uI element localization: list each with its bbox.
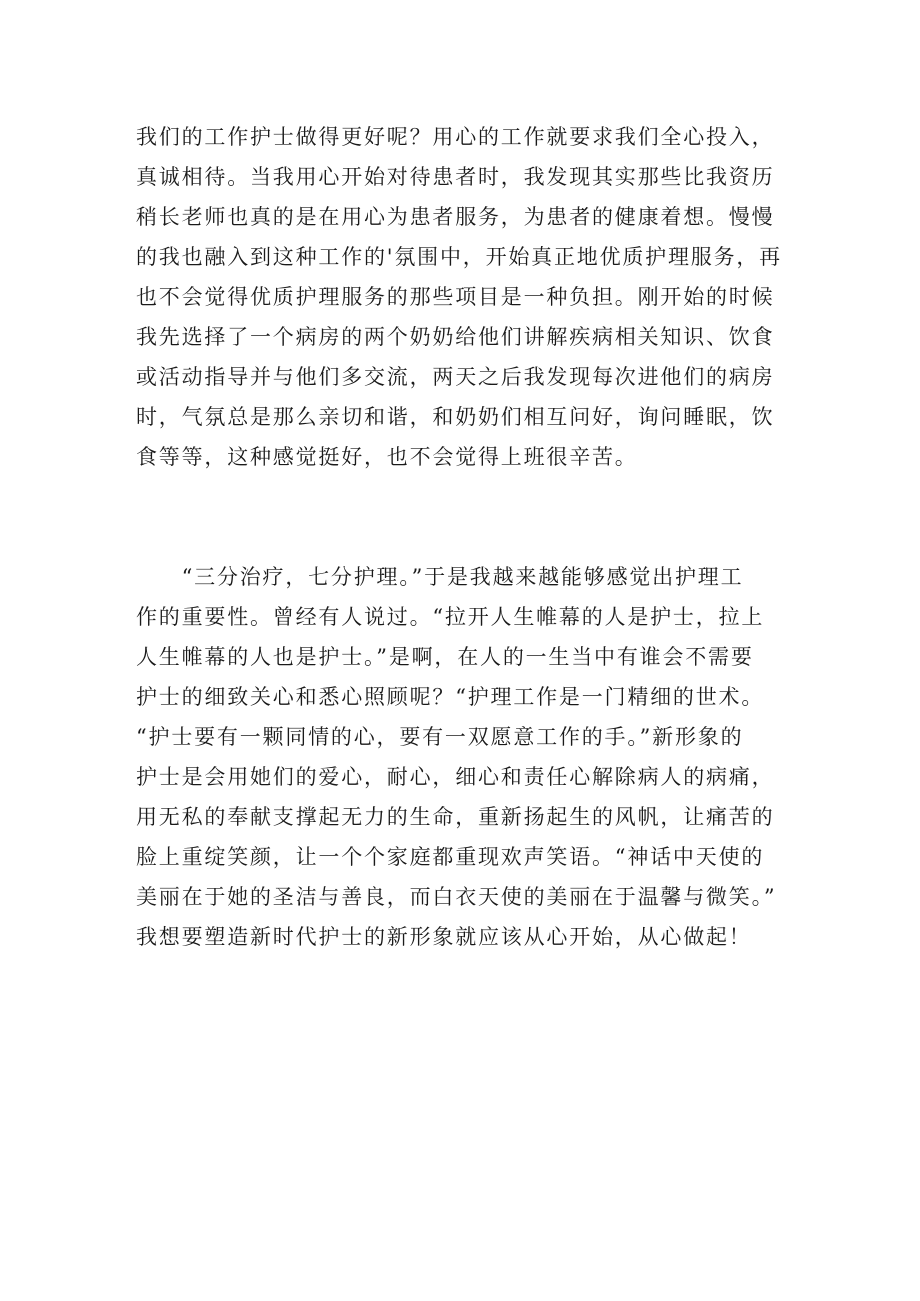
paragraph-line: 食等等，这种感觉挺好，也不会觉得上班很辛苦。 bbox=[136, 445, 638, 469]
paragraph-line: 脸上重绽笑颜，让一个个家庭都重现欢声笑语。“神话中天使的 bbox=[136, 845, 765, 869]
paragraph-line: 也不会觉得优质护理服务的那些项目是一种负担。刚开始的时候 bbox=[136, 285, 775, 309]
paragraph-line: “护士要有一颗同情的心，要有一双愿意工作的手。”新形象的 bbox=[136, 725, 744, 749]
paragraph-line: 作的重要性。曾经有人说过。“拉开人生帷幕的人是护士，拉上 bbox=[136, 605, 765, 629]
paragraph-line: 时，气氛总是那么亲切和谐，和奶奶们相互问好，询问睡眠，饮 bbox=[136, 405, 775, 429]
paragraph-line: 我们的工作护士做得更好呢？用心的工作就要求我们全心投入， bbox=[136, 125, 775, 149]
paragraph-line: 护士是会用她们的爱心，耐心，细心和责任心解除病人的病痛， bbox=[136, 765, 775, 789]
paragraph-2 bbox=[136, 557, 796, 957]
paragraph-line: 我先选择了一个病房的两个奶奶给他们讲解疾病相关知识、饮食 bbox=[136, 325, 775, 349]
paragraph-line: 稍长老师也真的是在用心为患者服务，为患者的健康着想。慢慢 bbox=[136, 205, 775, 229]
paragraph-1 bbox=[136, 117, 796, 477]
paragraph-line: 真诚相待。当我用心开始对待患者时，我发现其实那些比我资历 bbox=[136, 165, 775, 189]
paragraph-line: 美丽在于她的圣洁与善良，而白衣天使的美丽在于温馨与微笑。” bbox=[136, 885, 777, 909]
paragraph-line: 或活动指导并与他们多交流，两天之后我发现每次进他们的病房 bbox=[136, 365, 775, 389]
paragraph-line: “三分治疗，七分护理。”于是我越来越能够感觉出护理工 bbox=[136, 565, 744, 589]
paragraph-line: 我想要塑造新时代护士的新形象就应该从心开始，从心做起！ bbox=[136, 925, 752, 949]
paragraph-line: 的我也融入到这种工作的'氛围中，开始真正地优质护理服务，再 bbox=[136, 245, 782, 269]
paragraph-line: 护士的细致关心和悉心照顾呢？“护理工作是一门精细的世术。 bbox=[136, 685, 765, 709]
paragraph-line: 用无私的奉献支撑起无力的生命，重新扬起生的风帆，让痛苦的 bbox=[136, 805, 775, 829]
paragraph-line: 人生帷幕的人也是护士。”是啊，在人的一生当中有谁会不需要 bbox=[136, 645, 754, 669]
